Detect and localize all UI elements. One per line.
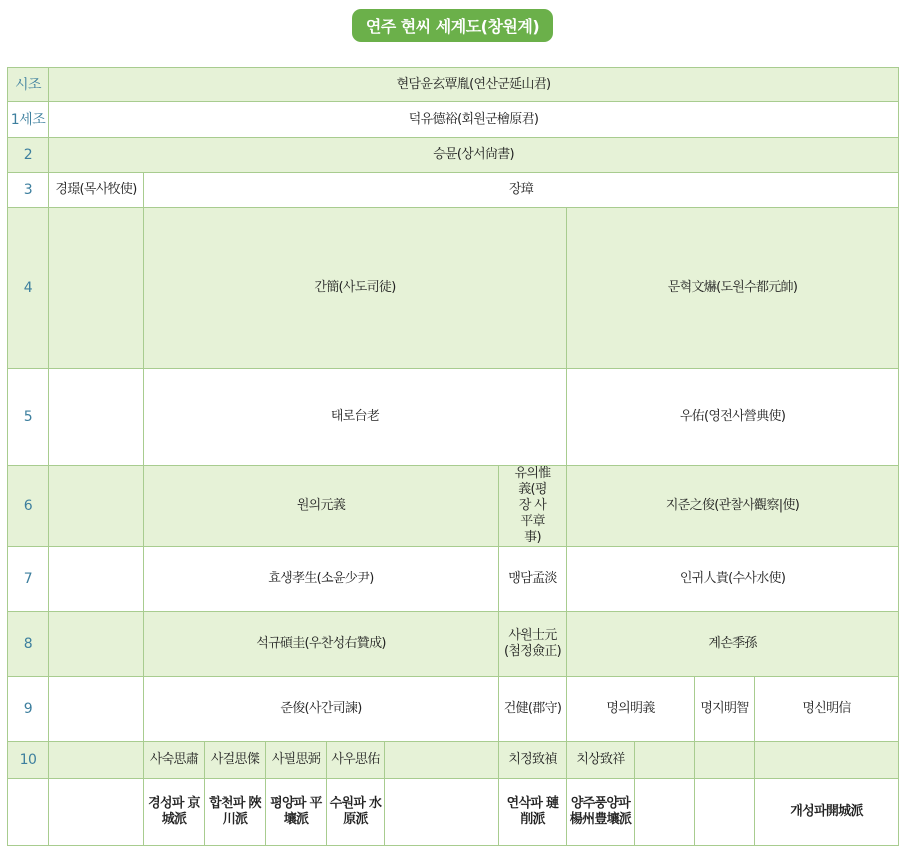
generation-label: 시조	[8, 68, 49, 102]
person-cell: 인귀人貴(수사水使)	[567, 547, 899, 612]
empty-cell	[695, 779, 755, 846]
person-cell: 석규碩圭(우찬성右贊成)	[144, 612, 499, 677]
empty-cell	[49, 742, 144, 779]
person-cell: 치정致禎	[499, 742, 567, 779]
person-cell: 승뮨(상서尙書)	[49, 138, 899, 173]
table-row	[8, 547, 899, 612]
table-row	[8, 369, 899, 466]
person-cell: 사필思弼	[266, 742, 327, 779]
empty-cell	[635, 779, 695, 846]
person-cell: 현담윤玄覃胤(연산군延山君)	[49, 68, 899, 102]
generation-label: 6	[8, 466, 49, 547]
generation-label: 8	[8, 612, 49, 677]
genealogy-table	[7, 67, 899, 846]
table-row	[8, 102, 899, 138]
person-cell: 치상致祥	[567, 742, 635, 779]
branch-row	[8, 779, 899, 846]
empty-cell	[755, 742, 899, 779]
person-cell: 지준之俊(관찰사觀察|使)	[567, 466, 899, 547]
generation-label: 3	[8, 173, 49, 208]
person-cell: 우佑(영전사營典使)	[567, 369, 899, 466]
empty-cell	[385, 742, 499, 779]
person-cell: 명신明信	[755, 677, 899, 742]
table-row	[8, 677, 899, 742]
person-cell: 덕유德裕(회원군檜原君)	[49, 102, 899, 138]
person-cell: 건健(郡守)	[499, 677, 567, 742]
person-cell: 경璟(목사牧使)	[49, 173, 144, 208]
generation-label: 4	[8, 208, 49, 369]
person-cell: 유의惟義(평장 사平章事)	[499, 466, 567, 547]
table-row	[8, 612, 899, 677]
person-cell: 간簡(사도司徒)	[144, 208, 567, 369]
empty-cell	[49, 208, 144, 369]
person-cell: 명의明義	[567, 677, 695, 742]
empty-cell	[635, 742, 695, 779]
branch-cell: 개성파開城派	[755, 779, 899, 846]
generation-label: 10	[8, 742, 49, 779]
empty-cell	[385, 779, 499, 846]
empty-cell	[49, 612, 144, 677]
table-row	[8, 138, 899, 173]
person-cell: 사걸思傑	[205, 742, 266, 779]
person-cell: 사우思佑	[327, 742, 385, 779]
empty-cell	[49, 779, 144, 846]
table-row	[8, 68, 899, 102]
person-cell: 사숙思肅	[144, 742, 205, 779]
person-cell: 태로台老	[144, 369, 567, 466]
table-row	[8, 466, 899, 547]
page-title: 연주 현씨 세계도(창원계)	[352, 9, 553, 42]
empty-cell	[8, 779, 49, 846]
branch-cell: 연삭파 璉削派	[499, 779, 567, 846]
generation-label: 5	[8, 369, 49, 466]
empty-cell	[49, 369, 144, 466]
table-row	[8, 742, 899, 779]
table-row	[8, 173, 899, 208]
person-cell: 명지明智	[695, 677, 755, 742]
person-cell: 사원士元(첨정僉正)	[499, 612, 567, 677]
empty-cell	[49, 466, 144, 547]
empty-cell	[49, 677, 144, 742]
person-cell: 계손季孫	[567, 612, 899, 677]
person-cell: 맹담孟淡	[499, 547, 567, 612]
generation-label: 7	[8, 547, 49, 612]
branch-cell: 양주풍양파 楊州豊壤派	[567, 779, 635, 846]
generation-label: 9	[8, 677, 49, 742]
empty-cell	[49, 547, 144, 612]
person-cell: 효생孝生(소윤少尹)	[144, 547, 499, 612]
branch-cell: 평양파 平壤派	[266, 779, 327, 846]
title-bar	[0, 9, 905, 42]
person-cell: 원의元義	[144, 466, 499, 547]
person-cell: 문혁文爀(도원수都元帥)	[567, 208, 899, 369]
table-row	[8, 208, 899, 369]
empty-cell	[695, 742, 755, 779]
branch-cell: 합천파 陜川派	[205, 779, 266, 846]
person-cell: 준俊(사간司諫)	[144, 677, 499, 742]
person-cell: 장璋	[144, 173, 899, 208]
branch-cell: 경성파 京城派	[144, 779, 205, 846]
generation-label: 2	[8, 138, 49, 173]
generation-label: 1세조	[8, 102, 49, 138]
branch-cell: 수원파 水原派	[327, 779, 385, 846]
